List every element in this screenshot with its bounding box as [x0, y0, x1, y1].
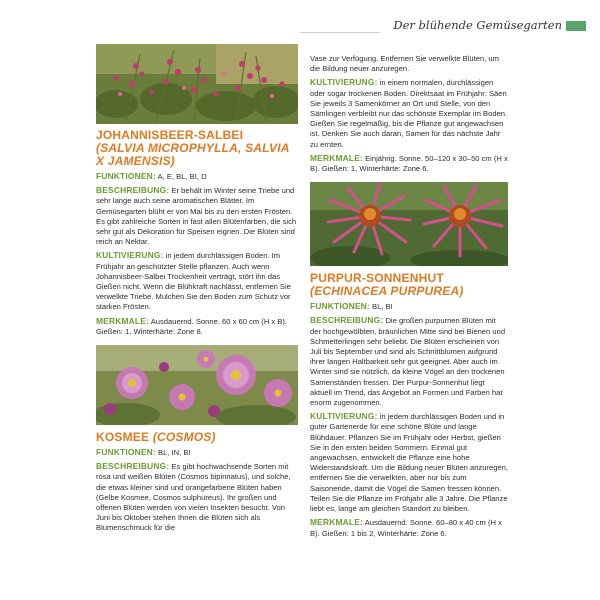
- description-label: BESCHREIBUNG:: [96, 185, 170, 196]
- echinacea-cultivation: [310, 411, 508, 514]
- functions-label: FUNKTIONEN:: [96, 171, 156, 181]
- salvia-common-name: JOHANNISBEER-SALBEI: [96, 128, 244, 142]
- salvia-section: [96, 129, 298, 337]
- cosmos-description-text: Es gibt hochwachsende Sorten mit rosa und weißen Blüten (Cosmos bipinnatus), und solche, die etwas kleiner sind und orangefarbene Blüten haben (Gelbe Kosmee, Cosmos sulphureus). Ihr großen und offenen Blüten werden von vielen Insekten besucht. Von Juni bis Oktober stehen Ihnen die Blüten sich als Blumenschmuck für die: [96, 462, 291, 533]
- functions-label: FUNKTIONEN:: [96, 447, 156, 458]
- cosmos-features: [310, 153, 508, 174]
- echinacea-functions: [310, 301, 508, 312]
- salvia-functions: [96, 171, 298, 182]
- cultivation-label: KULTIVIERUNG:: [310, 411, 378, 422]
- right-column: [310, 44, 508, 539]
- cosmos-common-name: KOSMEE: [96, 430, 150, 445]
- description-label: BESCHREIBUNG:: [310, 315, 384, 326]
- chapter-marker: [566, 21, 586, 31]
- cosmos-title: [96, 431, 298, 444]
- echinacea-features-text: Ausdauernd. Sonne. 60–80 x 40 cm (H x B). Gießen: 1 bis 2, Winterhärte: Zone 6.: [310, 518, 502, 538]
- echinacea-photo: [310, 182, 508, 266]
- cosmos-continuation: [310, 54, 508, 74]
- echinacea-title: [310, 272, 508, 298]
- cosmos-photo-image: [96, 345, 298, 425]
- salvia-title: [96, 129, 298, 168]
- salvia-latin-name: (SALVIA MICROPHYLLA, SALVIA X JAMENSIS): [96, 141, 290, 168]
- header-rule: [300, 32, 380, 33]
- echinacea-description: [310, 315, 508, 408]
- echinacea-features: [310, 517, 508, 538]
- echinacea-photo-image: [310, 182, 508, 266]
- salvia-cultivation: [96, 250, 298, 312]
- cultivation-label: KULTIVIERUNG:: [96, 250, 164, 261]
- cosmos-functions-value: BL, IN, BI: [158, 448, 191, 458]
- cosmos-latin-name: (COSMOS): [152, 430, 216, 445]
- echinacea-description-text: Die großen purpurnen Blüten mit der hochgewölbten, bräunlichen Mitte sind bei Bienen und Schmetterlingen sehr beliebt. Die Blüten erscheinen von Juli bis September und sind als Schnittblumen aufgrund ihrer langen Haltbarkeit sehr gut geeignet. Aber auch im Winter sind sie nützlich, da kleine Vögel an den trockenen Samenständen fressen. Der Purpur-Sonnenhut liegt aktuell im Trend, das Angebot an Formen und Farben hat enorm zugenommen.: [310, 316, 506, 408]
- salvia-cultivation-text: in jedem durchlässigen Boden. Im Frühjahr an geschützter Stelle pflanzen. Auch wenn Johannisbeer-Salbei Trockenheit verträgt, stört ihn das Gießen nicht. Wenn die Blühkraft nachlässt, entfernen Sie verwelkte Triebe. Mulchen Sie den Boden zum Schutz vor starken Frösten.: [96, 251, 291, 312]
- salvia-description-text: Er behält im Winter seine Triebe und sehr lange auch seine aromatischen Blätter. Im Gemüsegarten blüht er von Mai bis zu den ersten Frösten. Es gibt zahlreiche Sorten in fast allen Blütenfarben, die sich sehr gut als Dekoration für Speisen eignen. Die Blüten sind reich an Nektar.: [96, 186, 297, 247]
- salvia-functions-value: A, E, BL, BI, D: [157, 172, 207, 181]
- salvia-photo: [96, 44, 298, 124]
- salvia-photo-image: [96, 44, 298, 124]
- cosmos-continuation-text: Vase zur Verfügung. Entfernen Sie verwelkte Blüten, um die Bildung neuer anzuregen.: [310, 54, 499, 74]
- cosmos-section: [96, 431, 298, 534]
- echinacea-latin-name: (ECHINACEA PURPUREA): [310, 284, 464, 299]
- cosmos-features-text: Einjährig. Sonne. 50–120 x 30–50 cm (H x B). Gießen: 1, Winterhärte: Zone 6.: [310, 153, 508, 174]
- cosmos-cultivation: [310, 77, 508, 149]
- features-label: MERKMALE:: [310, 517, 363, 528]
- salvia-description: [96, 185, 298, 247]
- left-column: [96, 44, 298, 534]
- description-label: BESCHREIBUNG:: [96, 461, 170, 472]
- features-label: MERKMALE:: [310, 152, 363, 163]
- echinacea-common-name: PURPUR-SONNENHUT: [310, 271, 444, 286]
- chapter-title: Der blühende Gemüsegarten: [393, 18, 562, 32]
- features-label: MERKMALE:: [96, 315, 149, 326]
- cosmos-cultivation-text: in einem normalen, durchlässigen oder sogar trockenen Boden. Direktsaat im Frühjahr: Säen Sie jeweils 3 Samenkörner an Ort und Stelle, von den Sämlingen verbleibt nur das schönste Exemplar im Boden. Gießen Sie regelmäßig, bis die Pflanze gut angewachsen ist. Denken Sie auch daran, Samen für das nächste Jahr zu ernten.: [310, 78, 508, 149]
- functions-label: FUNKTIONEN:: [310, 301, 370, 312]
- salvia-features: [96, 316, 298, 337]
- echinacea-functions-value: BL, BI: [372, 302, 393, 312]
- cosmos-description: [96, 461, 298, 533]
- cosmos-functions: [96, 447, 298, 458]
- echinacea-section: [310, 272, 508, 538]
- salvia-features-text: Ausdauernd. Sonne. 60 x 60 cm (H x B). Gießen: 1, Winterhärte: Zone 8.: [96, 316, 288, 336]
- cultivation-label: KULTIVIERUNG:: [310, 77, 378, 88]
- cosmos-photo: [96, 345, 298, 425]
- echinacea-cultivation-text: in jedem durchlässigen Boden und in guter Gartenerde für eine schöne Blüte und lange Blühdauer. Pflanzen Sie im Frühjahr oder Herbst, gießen Sie in den ersten beiden Sommern. Einmal gut angewachsen, entwickelt die Pflanze eine hohe Widerstandskraft. Um die Bildung neuer Blüten anzuregen, entfernen Sie die verwelkten, aber nur bis zum Saisonende, damit die Vögel die Samen fressen können. Teilen Sie die Pflanze im Frühjahr alle 3 Jahre. Die Pflanze liebt es, lange am gleichen Standort zu bleiben.: [310, 412, 508, 514]
